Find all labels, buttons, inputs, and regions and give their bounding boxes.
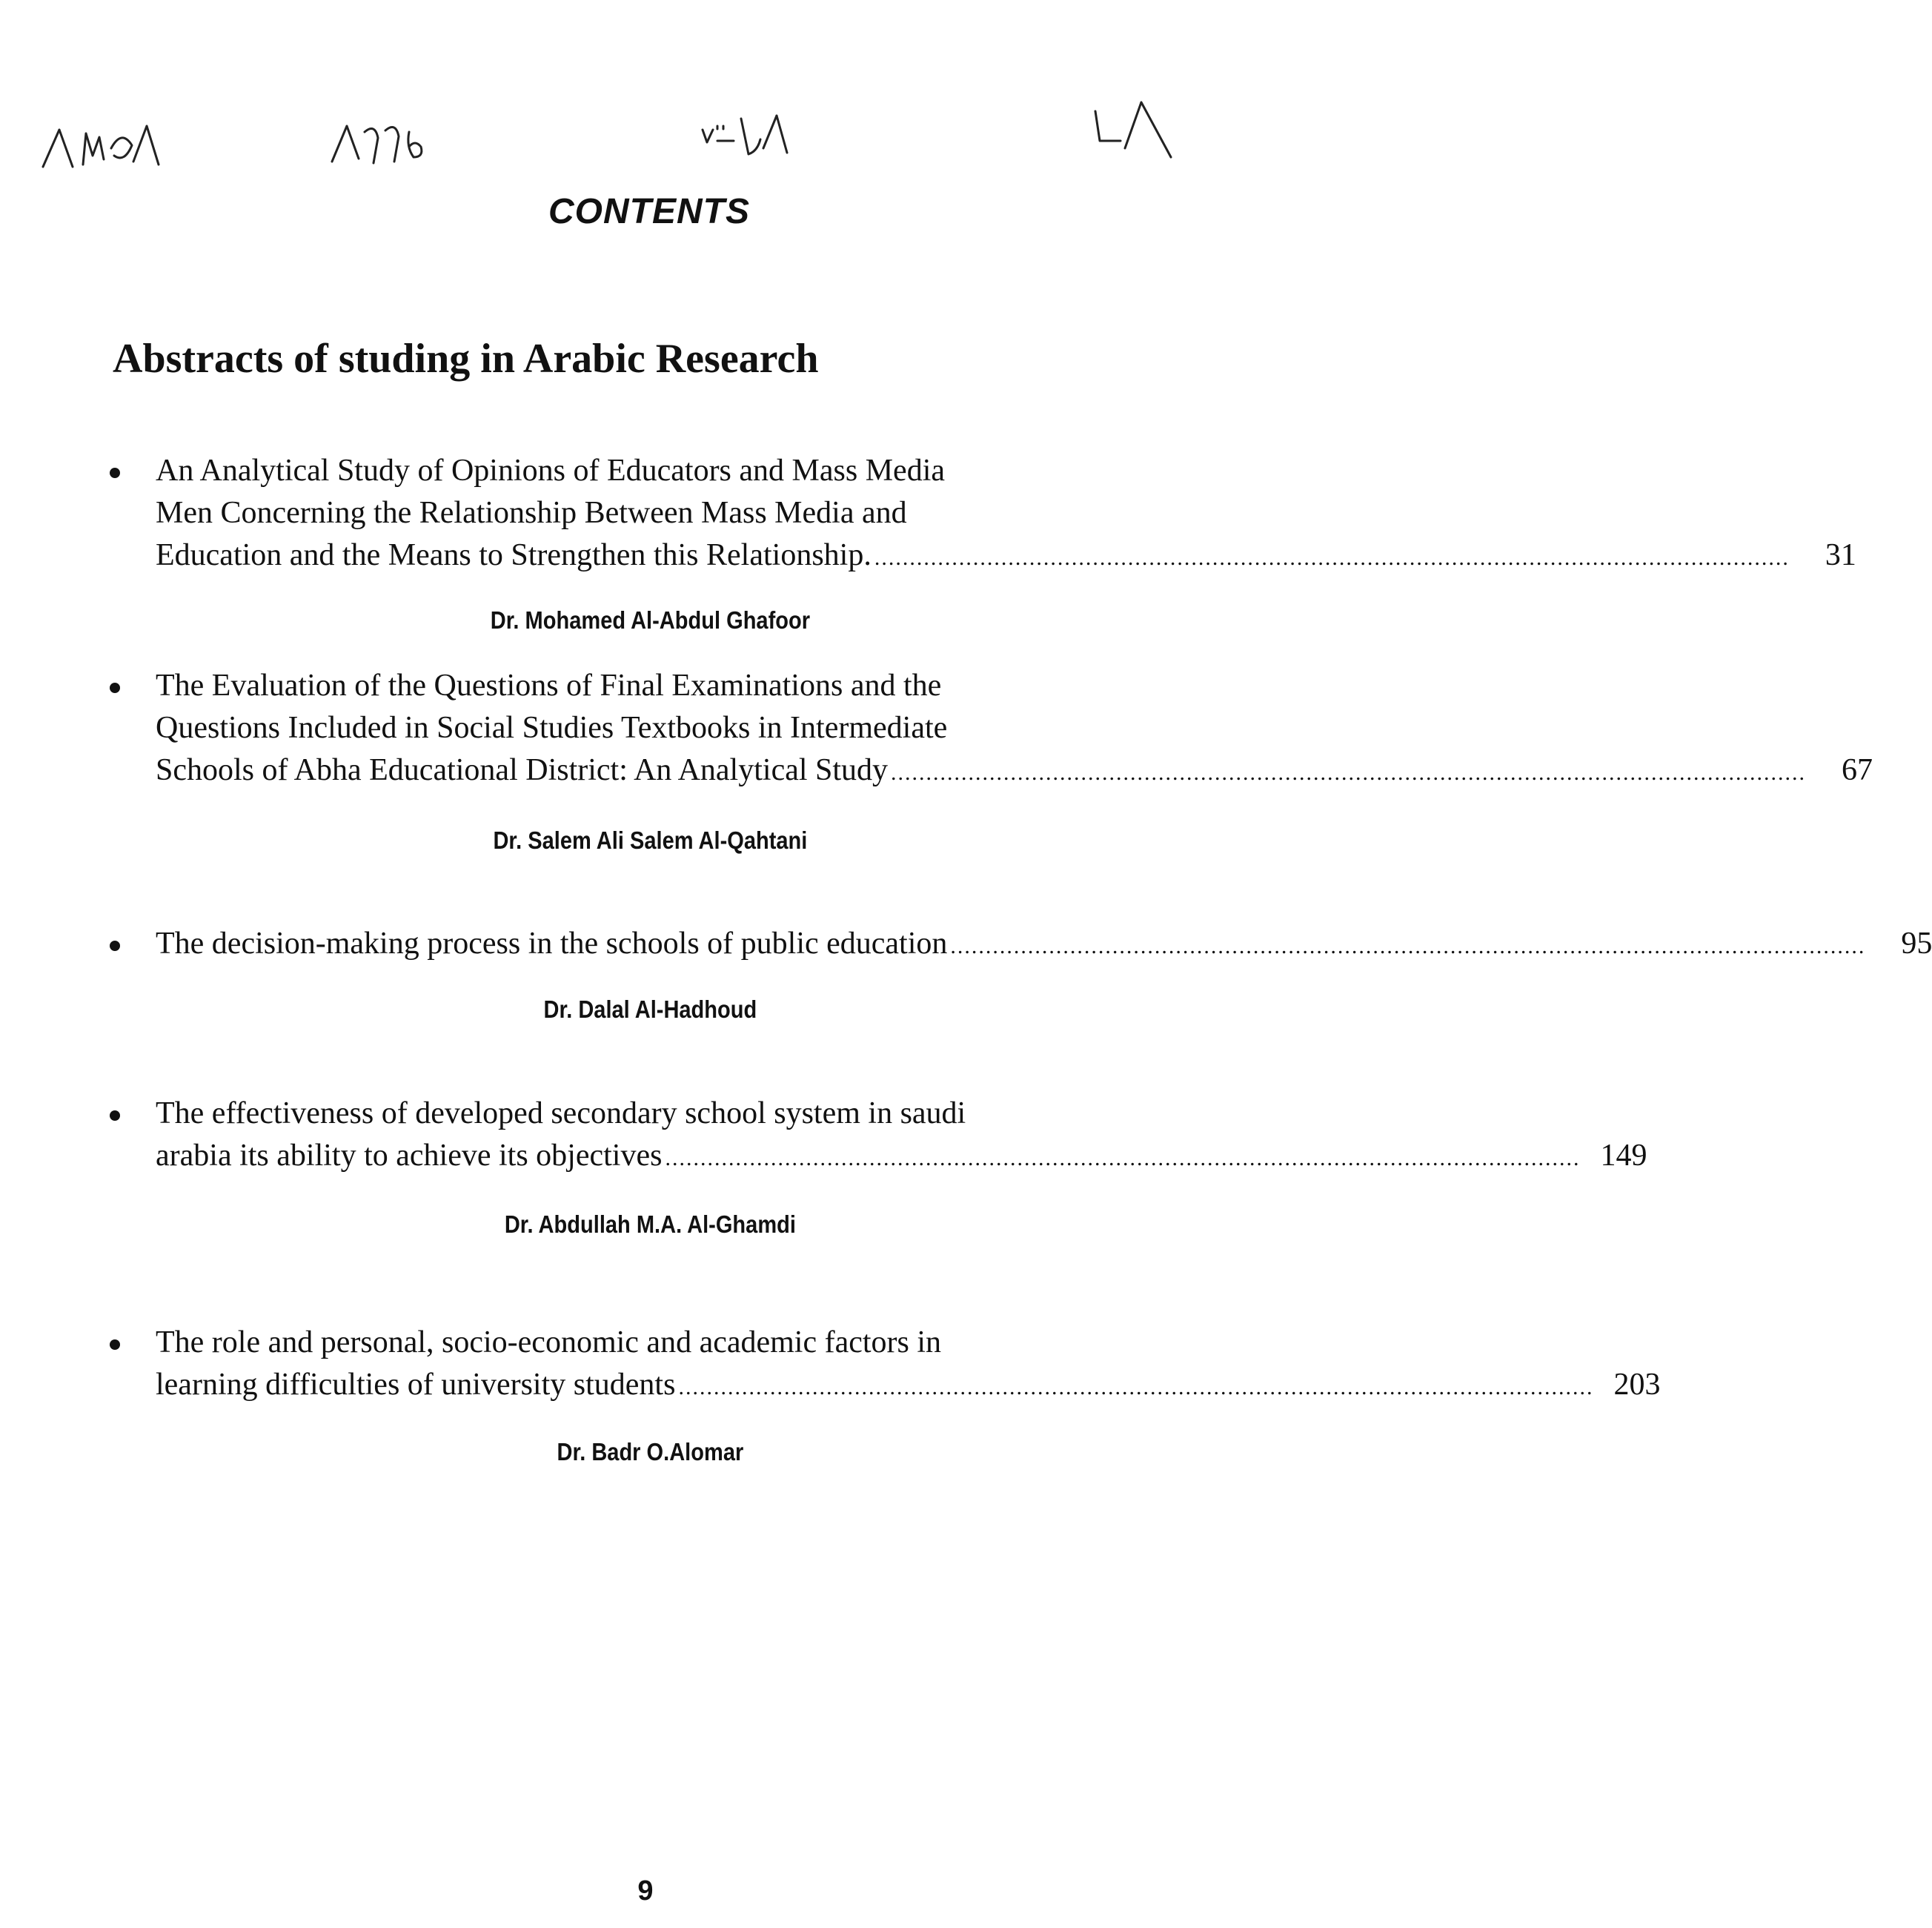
entry-page-number: 31 xyxy=(1825,538,1856,572)
entry-title-line: The Evaluation of the Questions of Final Examinations and the xyxy=(156,669,942,703)
toc-entry[interactable] xyxy=(104,923,1932,967)
entry-page-number: 95 xyxy=(1901,927,1932,961)
bullet-icon xyxy=(110,468,120,478)
entry-title-line: Questions Included in Social Studies Textbooks in Intermediate xyxy=(156,711,948,745)
leader-dots: .................................................................................................................................. xyxy=(891,761,1807,785)
leader-dots: .................................................................................................................................. xyxy=(665,1146,1581,1170)
leader-dots: .................................................................................................................................. xyxy=(874,546,1790,570)
entry-title-line: Education and the Means to Strengthen this Relationship. xyxy=(156,538,872,572)
bullet-icon xyxy=(110,683,120,693)
bullet-icon xyxy=(110,1339,120,1350)
toc-entry-body xyxy=(104,923,1932,967)
page-title: CONTENTS xyxy=(548,192,750,231)
entry-title-line: An Analytical Study of Opinions of Educators and Mass Media xyxy=(156,454,946,488)
entry-title-line: arabia its ability to achieve its objectives xyxy=(156,1139,663,1173)
toc-entry-body xyxy=(104,1093,1647,1179)
entry-page-number: 149 xyxy=(1600,1139,1647,1173)
entry-title-line: Men Concerning the Relationship Between Mass Media and xyxy=(156,496,907,530)
handwriting-drawing xyxy=(0,96,1261,185)
entry-page-number: 203 xyxy=(1613,1368,1661,1402)
toc-entry[interactable] xyxy=(104,665,1873,794)
toc-entry[interactable] xyxy=(104,1093,1647,1179)
entry-author: Dr. Dalal Al-Hadhoud xyxy=(543,996,757,1023)
entry-title-line: The effectiveness of developed secondary school system in saudi xyxy=(156,1096,966,1130)
toc-entry-body xyxy=(104,450,1856,579)
entry-title-line: The role and personal, socio-economic and academic factors in xyxy=(156,1325,942,1359)
bullet-icon xyxy=(110,1110,120,1121)
entry-author: Dr. Badr O.Alomar xyxy=(557,1438,744,1465)
entry-author: Dr. Mohamed Al-Abdul Ghafoor xyxy=(490,606,811,634)
entry-title-line: learning difficulties of university students xyxy=(156,1368,676,1402)
page-number: 9 xyxy=(637,1875,654,1907)
toc-entry[interactable] xyxy=(104,1322,1661,1408)
toc-entry-body xyxy=(104,1322,1661,1408)
entry-title-line: Schools of Abha Educational District: An Analytical Study xyxy=(156,753,889,787)
section-heading: Abstracts of studing in Arabic Research xyxy=(113,336,819,382)
bullet-icon xyxy=(110,941,120,951)
toc-entry-body xyxy=(104,665,1873,794)
entry-page-number: 67 xyxy=(1842,753,1873,787)
entry-title-line: The decision-making process in the schools of public education xyxy=(156,927,948,961)
entry-author: Dr. Abdullah M.A. Al-Ghamdi xyxy=(504,1210,796,1238)
leader-dots: .................................................................................................................................. xyxy=(678,1375,1594,1399)
entry-author: Dr. Salem Ali Salem Al-Qahtani xyxy=(493,826,808,854)
handwritten-annotations xyxy=(0,96,1261,185)
leader-dots: .................................................................................................................................. xyxy=(950,934,1866,958)
toc-entry[interactable] xyxy=(104,450,1856,579)
